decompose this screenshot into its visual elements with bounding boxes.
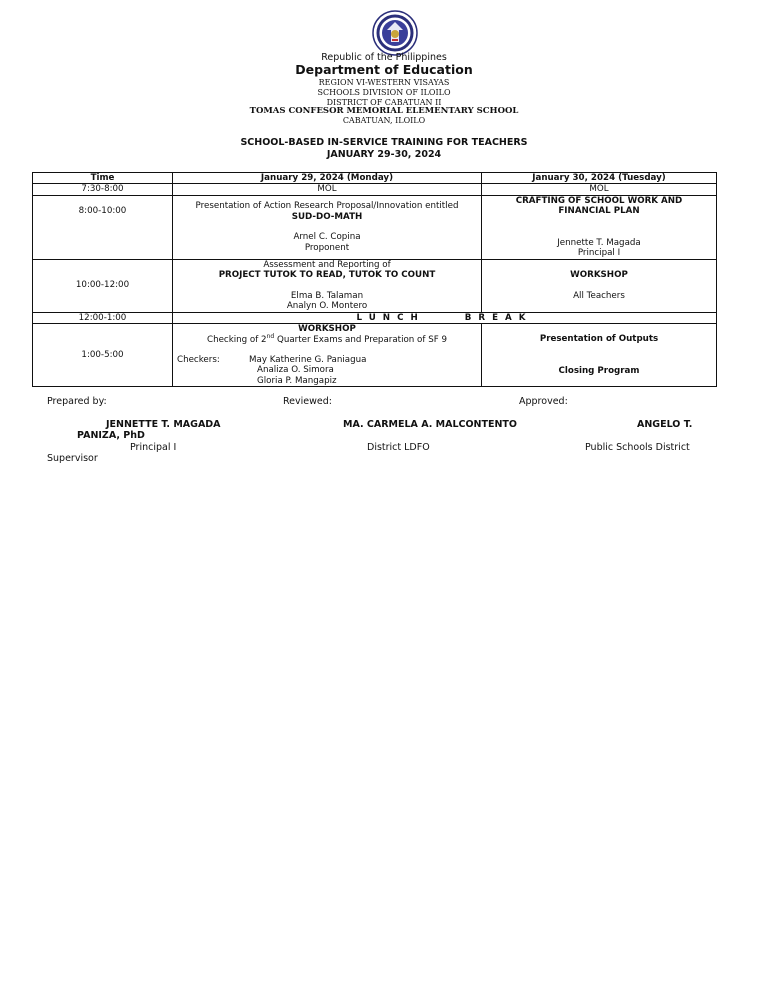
checker-name: Analiza O. Simora [257, 365, 334, 376]
signatory-title-3-cont: Supervisor [47, 453, 98, 464]
signatory-title-3: Public Schools District [585, 442, 690, 453]
participants: All Teachers [573, 290, 625, 301]
time-cell: 12:00-1:00 [33, 312, 173, 323]
session-title-cont: FINANCIAL PLAN [558, 206, 640, 217]
checkers-label: Checkers: [177, 354, 220, 365]
time-cell: 7:30-8:00 [33, 184, 173, 195]
district-line: DISTRICT OF CABATUAN II [326, 98, 442, 107]
session-title: WORKSHOP [298, 324, 356, 335]
session-intro: Assessment and Reporting of [263, 259, 391, 270]
table-row [33, 184, 717, 195]
presenter-name: Jennette T. Magada [557, 237, 641, 248]
presenter-role: Principal I [577, 248, 621, 259]
table-row [33, 312, 717, 323]
session-title: SUD-DO-MATH [291, 211, 363, 222]
republic-line: Republic of the Philippines [321, 52, 447, 63]
presenter-name: Elma B. Talaman [290, 290, 364, 301]
presenter-role: Proponent [304, 242, 350, 253]
day2-cell [482, 195, 717, 259]
session-title: CRAFTING OF SCHOOL WORK AND [515, 195, 683, 206]
presenter-name: Arnel C. Copina [293, 232, 361, 243]
day2-cell [482, 259, 717, 312]
day1-cell [173, 259, 482, 312]
signatory-name-1: JENNETTE T. MAGADA [106, 419, 221, 430]
lunch-break-cell [173, 312, 717, 323]
prepared-by-label: Prepared by: [47, 396, 107, 407]
signatory-name-2: MA. CARMELA A. MALCONTENTO [343, 419, 517, 430]
session-intro: Presentation of Action Research Proposal/Innovation entitled [195, 201, 459, 212]
table-row [33, 324, 717, 387]
table-row [33, 195, 717, 259]
checker-name: May Katherine G. Paniagua [249, 354, 367, 365]
lunch-break-label: LUNCH BREAK [356, 312, 533, 323]
session-title: PROJECT TUTOK TO READ, TUTOK TO COUNT [218, 270, 436, 281]
checker-name: Gloria P. Mangapiz [257, 375, 337, 386]
time-cell: 1:00-5:00 [33, 324, 173, 387]
session-title: Closing Program [558, 365, 640, 376]
document-date: JANUARY 29-30, 2024 [326, 149, 442, 160]
header-time: Time [33, 173, 173, 184]
document-title: SCHOOL-BASED IN-SERVICE TRAINING FOR TEACHERS [240, 137, 528, 148]
session-title: WORKSHOP [570, 270, 628, 281]
division-line: SCHOOLS DIVISION OF ILOILO [317, 88, 451, 97]
checkers-block [173, 355, 481, 386]
day1-cell [173, 324, 482, 387]
day2-cell: MOL [482, 184, 717, 195]
time-cell: 10:00-12:00 [33, 259, 173, 312]
signatory-name-3-cont: PANIZA, PhD [77, 430, 145, 441]
signatory-title-1: Principal I [130, 442, 177, 453]
day2-cell [482, 324, 717, 387]
time-cell: 8:00-10:00 [33, 195, 173, 259]
day1-cell [173, 195, 482, 259]
day1-cell: MOL [173, 184, 482, 195]
region-line: REGION VI-WESTERN VISAYAS [318, 78, 450, 87]
school-name: TOMAS CONFESOR MEMORIAL ELEMENTARY SCHOOL [249, 106, 519, 116]
deped-seal-logo [372, 10, 418, 56]
session-title: Presentation of Outputs [539, 334, 659, 345]
session-desc: Checking of 2nd Quarter Exams and Preparation of SF 9 [207, 332, 447, 345]
town-line: CABATUAN, ILOILO [342, 116, 426, 125]
signatory-name-3: ANGELO T. [637, 419, 693, 430]
presenter-name: Analyn O. Montero [286, 301, 368, 312]
department-name: Department of Education [295, 62, 473, 77]
table-row [33, 259, 717, 312]
approved-label: Approved: [519, 396, 568, 407]
signatory-title-2: District LDFO [367, 442, 430, 453]
reviewed-label: Reviewed: [283, 396, 332, 407]
header-day2: January 30, 2024 (Tuesday) [482, 173, 717, 184]
table-header-row [33, 173, 717, 184]
header-day1: January 29, 2024 (Monday) [173, 173, 482, 184]
schedule-table [32, 172, 717, 387]
